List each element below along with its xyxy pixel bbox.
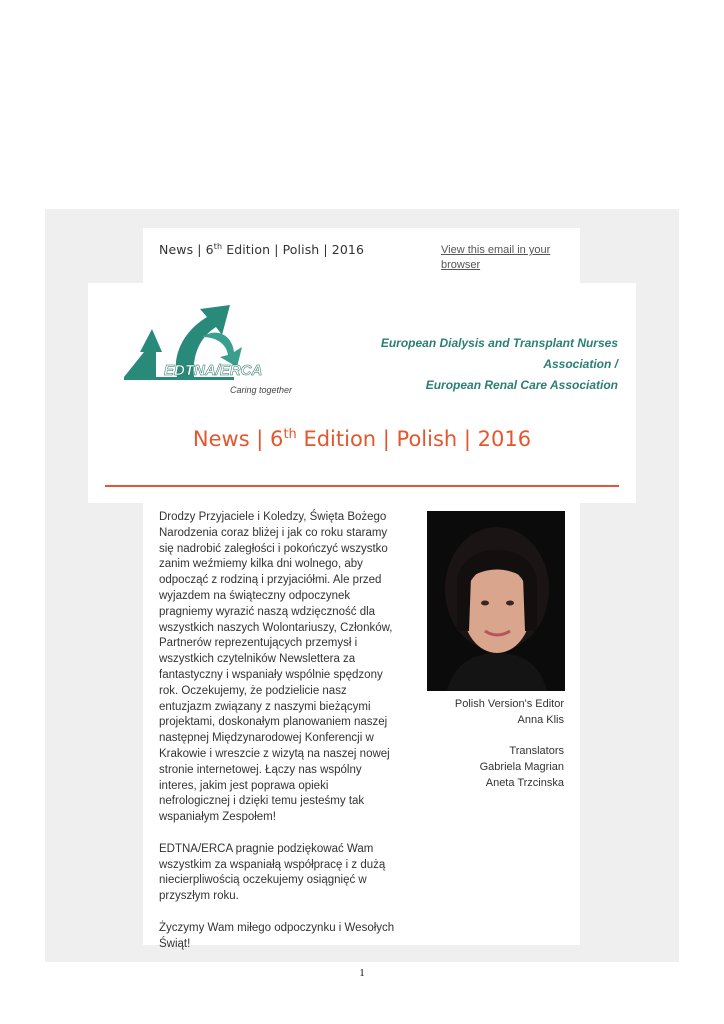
newsletter-title: News | 6th Edition | Polish | 2016 xyxy=(192,427,532,451)
banner xyxy=(88,283,636,503)
logo-text: EDTNA/ERCA xyxy=(164,362,263,379)
page-number: 1 xyxy=(359,968,365,979)
letter-paragraph: EDTNA/ERCA pragnie podziękować Wam wszystkim za wspaniałą współpracę i z dużą niecierpliwością oczekujemy osiągnięć w przyszłym roku. xyxy=(159,842,386,903)
translator-name: Gabriela Magrian xyxy=(479,761,564,774)
translators-label: Translators xyxy=(509,745,564,758)
editor-portrait-image xyxy=(427,511,565,691)
email-header xyxy=(143,228,580,283)
header-edition-label: News | 6th Edition | Polish | 2016 xyxy=(159,242,364,258)
view-in-browser-link[interactable]: View this email in your browser xyxy=(441,244,551,271)
logo-arrow-left xyxy=(124,329,162,377)
translator-name: Aneta Trzcinska xyxy=(485,776,564,789)
association-name: European Dialysis and Transplant Nurses Association / European Renal Care Association xyxy=(380,336,618,392)
letter-body xyxy=(159,510,399,968)
title-divider xyxy=(105,485,619,487)
editor-name: Anna Klis xyxy=(517,713,564,726)
letter-paragraph: Życzymy Wam miłego odpoczynku i Wesołych Świąt! xyxy=(159,921,395,950)
editor-photo xyxy=(427,511,565,691)
editor-credits xyxy=(420,697,564,792)
logo-tagline: Caring together xyxy=(230,385,293,395)
editor-role: Polish Version's Editor xyxy=(454,698,564,710)
letter-paragraph: Drodzy Przyjaciele i Koledzy, Święta Bożego Narodzenia coraz bliżej i jak co roku staramy się nadrobić zaległości i pokończyć wszystko zanim weźmiemy kilka dni wolnego, aby odpocząć z rodziną i przyjaciółmi. Ale przed wyjazdem na świąteczny odpoczynek pragniemy wyrazić naszą wdzięczność dla wszystkich naszych Wolontariuszy, Członków, Partnerów reprezentujących przemysł i wszystkich czytelników Newslettera za fantastyczny i wspaniały wspólnie spędzony rok. Oczekujemy, że podzielicie nasz entuzjazm związany z naszymi bieżącymi projektami, doskonałym planowaniem naszej następnej Międzynarodowej Konferencji w Krakowie i wreszcie z wizytą na naszej nowej stronie internetowej. Łączy nas wspólny interes, jakim jest poprawa opieki nefrologicznej i dzięki temu jesteśmy tak wspaniałym Zespołem! xyxy=(159,511,393,824)
edtna-erca-logo xyxy=(122,297,302,395)
